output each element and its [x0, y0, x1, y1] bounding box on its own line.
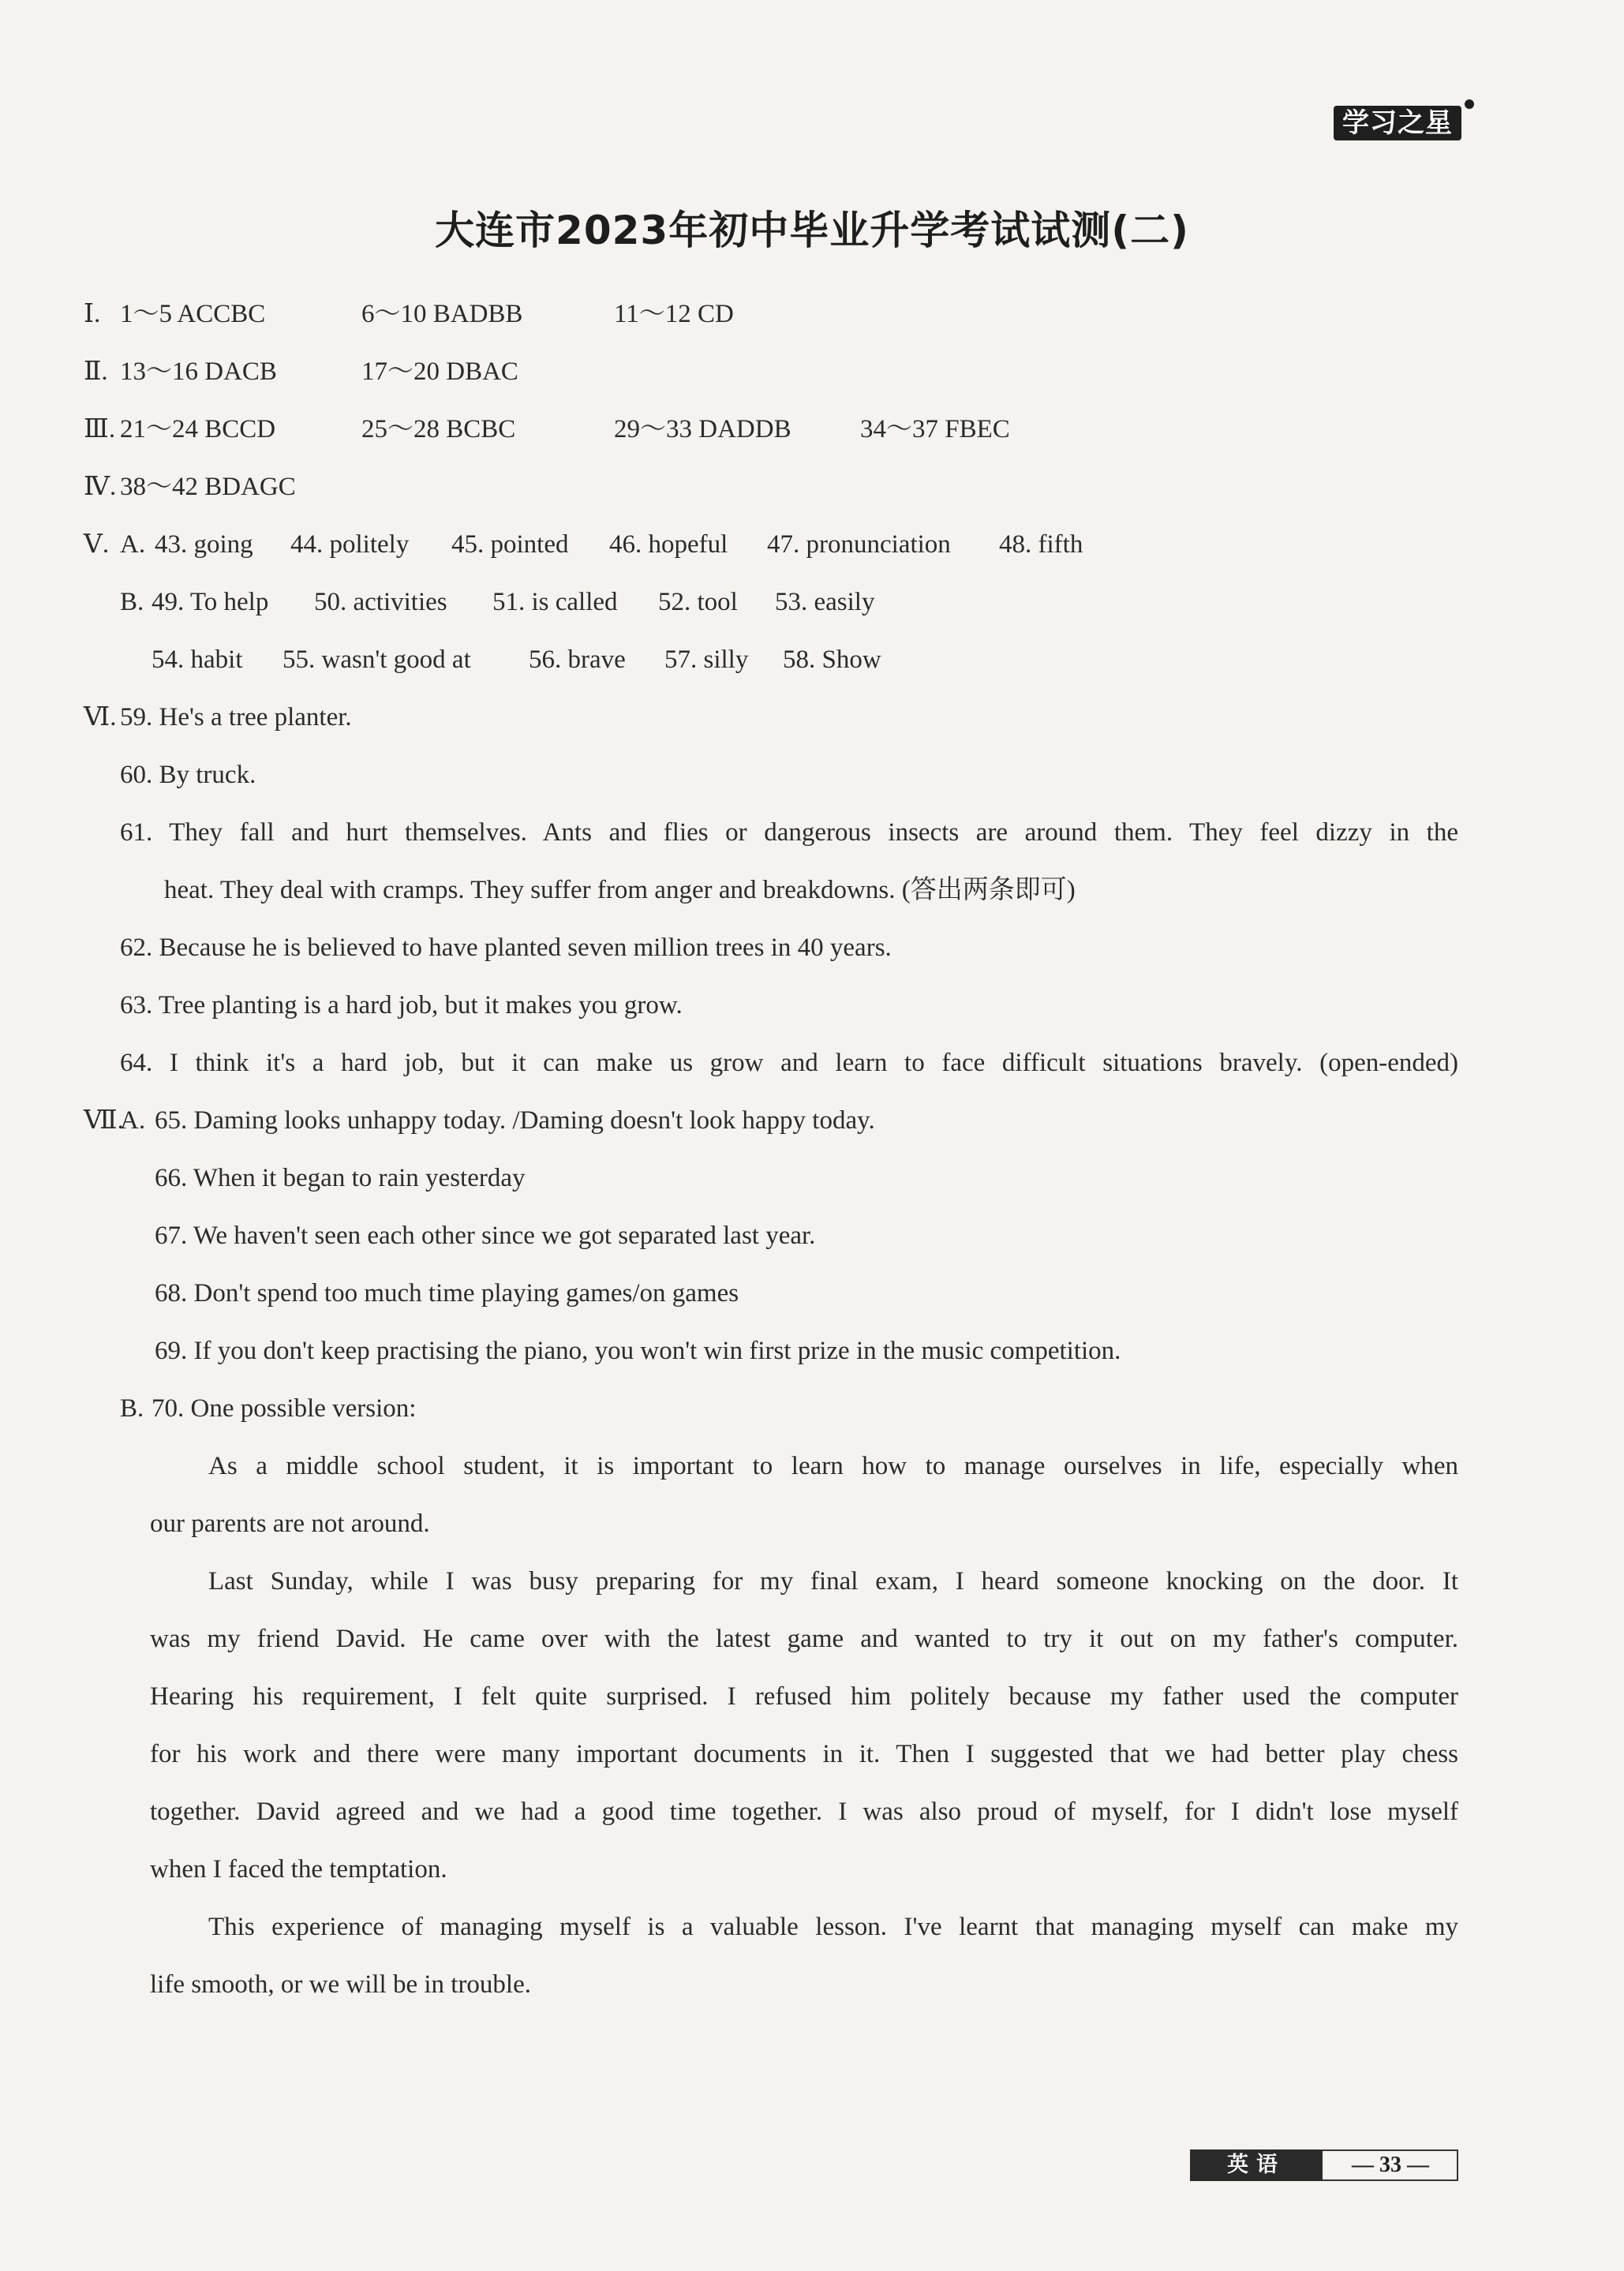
answer-item: 48. fifth	[999, 530, 1083, 559]
section-7-a	[84, 1105, 1109, 1136]
essay-line: As a middle school student, it is important to learn how to manage ourselves in life, especially when	[208, 1452, 1458, 1480]
answer-item: 49. To help	[152, 588, 269, 616]
section-6-q59	[84, 702, 1031, 733]
section-2	[84, 356, 1031, 387]
essay-line: our parents are not around.	[150, 1510, 430, 1538]
answer-group: 34～37 FBEC	[860, 415, 1010, 443]
section-7-roman: Ⅶ.	[84, 1106, 124, 1135]
answer-group: 17～20 DBAC	[361, 357, 518, 386]
answer-item: 50. activities	[314, 588, 447, 616]
answer-item: 55. wasn't good at	[283, 645, 471, 674]
section-6-roman: Ⅵ.	[84, 703, 117, 731]
answer-item: 56. brave	[529, 645, 626, 674]
answer-item: 45. pointed	[451, 530, 569, 559]
section-5-roman: Ⅴ.	[84, 530, 110, 559]
answer-item: 44. politely	[290, 530, 410, 559]
section-3-roman: Ⅲ.	[84, 415, 116, 443]
essay-line: life smooth, or we will be in trouble.	[150, 1970, 531, 1999]
part-b-label: B.	[120, 588, 144, 616]
section-4-roman: Ⅳ.	[84, 473, 117, 501]
answer-text: 63. Tree planting is a hard job, but it makes you grow.	[120, 991, 683, 1020]
section-7-b	[120, 1393, 751, 1424]
answer-text: 62. Because he is believed to have planted seven million trees in 40 years.	[120, 933, 892, 962]
answer-group: 21～24 BCCD	[120, 415, 276, 443]
answer-text: 67. We haven't seen each other since we got separated last year.	[155, 1222, 816, 1250]
page-number: — 33 —	[1352, 2153, 1429, 2177]
answer-text: 61. They fall and hurt themselves. Ants and flies or dangerous insects are around them. They feel dizzy in the	[120, 818, 1458, 847]
answer-item: 51. is called	[492, 588, 618, 616]
essay-line: when I faced the temptation.	[150, 1855, 447, 1884]
essay-line: for his work and there were many important documents in it. Then I suggested that we had better play chess	[150, 1740, 1458, 1768]
answer-group: 11～12 CD	[614, 300, 734, 328]
essay-line: This experience of managing myself is a valuable lesson. I've learnt that managing myself can make my	[208, 1913, 1458, 1941]
section-1-roman: Ⅰ.	[84, 300, 101, 328]
answer-text: 70. One possible version:	[152, 1394, 417, 1423]
answer-item: 47. pronunciation	[767, 530, 951, 559]
footer-subject: 英语	[1190, 2149, 1323, 2181]
answer-item: 53. easily	[775, 588, 875, 616]
essay-line: Last Sunday, while I was busy preparing for my final exam, I heard someone knocking on the door. It	[208, 1567, 1458, 1596]
registered-mark-icon	[1465, 99, 1474, 109]
page-title: 大连市2023年初中毕业升学考试试测(二)	[435, 208, 1189, 253]
section-5-b-line-1	[120, 586, 1146, 618]
section-2-roman: Ⅱ.	[84, 357, 108, 386]
answer-group: 1～5 ACCBC	[120, 300, 266, 328]
answer-text: 65. Daming looks unhappy today. /Daming doesn't look happy today.	[155, 1106, 875, 1135]
answer-text: 69. If you don't keep practising the piano, you won't win first prize in the music competition.	[155, 1337, 1121, 1365]
part-b-label: B.	[120, 1394, 144, 1423]
answer-item: 57. silly	[664, 645, 749, 674]
section-5-b-line-2	[152, 644, 1177, 675]
essay-line: was my friend David. He came over with the latest game and wanted to try it out on my father's computer.	[150, 1625, 1458, 1653]
answer-text: 68. Don't spend too much time playing games/on games	[155, 1279, 739, 1308]
answer-text: 60. By truck.	[120, 761, 256, 789]
essay-line: together. David agreed and we had a good time together. I was also proud of myself, for I didn't lose myself	[150, 1798, 1458, 1826]
section-1	[84, 298, 1031, 330]
answer-group: 38～42 BDAGC	[120, 473, 296, 501]
answer-item: 54. habit	[152, 645, 243, 674]
section-3	[84, 413, 1109, 445]
answer-group: 29～33 DADDB	[614, 415, 791, 443]
answer-text: heat. They deal with cramps. They suffer from anger and breakdowns. (答出两条即可)	[164, 876, 1076, 904]
part-a-label: A.	[120, 1106, 146, 1135]
answer-item: 58. Show	[783, 645, 881, 674]
answer-group: 6～10 BADBB	[361, 300, 523, 328]
answer-text: 66. When it began to rain yesterday	[155, 1164, 526, 1192]
essay-line: Hearing his requirement, I felt quite surprised. I refused him politely because my father used the computer	[150, 1682, 1458, 1711]
part-a-label: A.	[120, 530, 146, 559]
brand-logo: 学习之星	[1334, 106, 1461, 140]
answer-text: 64. I think it's a hard job, but it can make us grow and learn to face difficult situations bravely. (open-ended)	[120, 1049, 1458, 1077]
section-5-a	[84, 529, 1188, 560]
answer-text: 59. He's a tree planter.	[120, 703, 352, 731]
answer-item: 52. tool	[658, 588, 738, 616]
answer-group: 25～28 BCBC	[361, 415, 516, 443]
answer-item: 43. going	[155, 530, 253, 559]
answer-item: 46. hopeful	[609, 530, 728, 559]
section-4	[84, 471, 715, 503]
answer-group: 13～16 DACB	[120, 357, 277, 386]
